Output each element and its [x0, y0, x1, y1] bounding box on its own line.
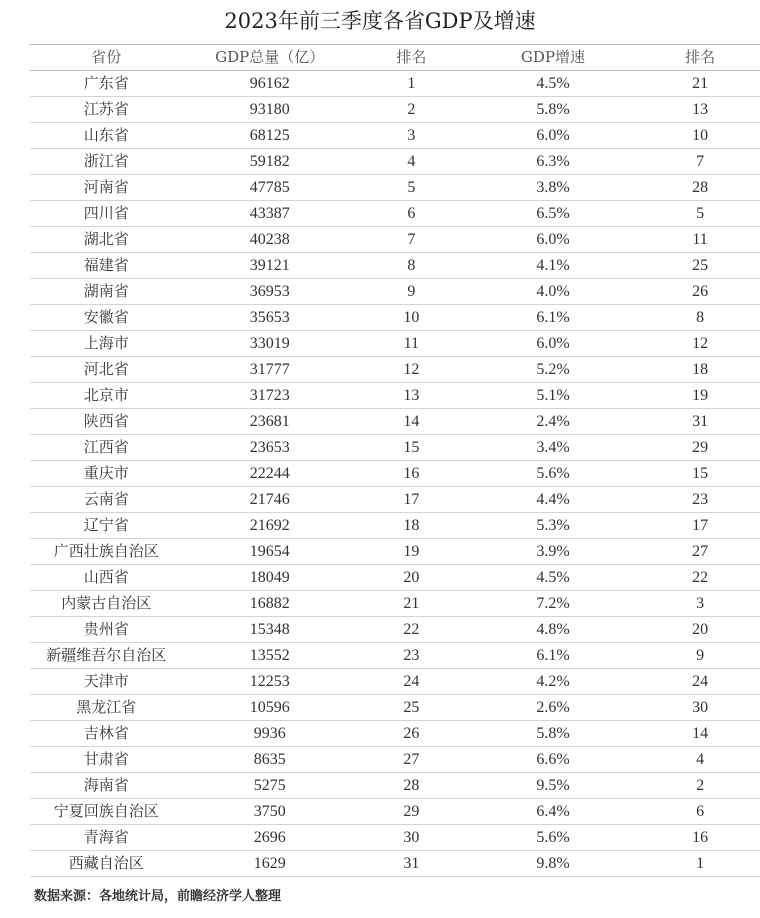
table-row [30, 825, 760, 851]
table-row [30, 227, 760, 253]
province-cell: 西藏自治区 [30, 851, 183, 877]
header-gdp-rank: 排名 [357, 45, 466, 71]
table-row [30, 669, 760, 695]
table-row [30, 565, 760, 591]
gdp-total-cell: 18049 [183, 565, 357, 591]
gdp-total-cell: 23681 [183, 409, 357, 435]
gdp-growth-cell: 6.5% [466, 201, 640, 227]
gdp-rank-cell: 28 [357, 773, 466, 799]
gdp-rank-cell: 29 [357, 799, 466, 825]
gdp-rank-cell: 24 [357, 669, 466, 695]
growth-rank-cell: 31 [640, 409, 760, 435]
growth-rank-cell: 28 [640, 175, 760, 201]
growth-rank-cell: 17 [640, 513, 760, 539]
gdp-rank-cell: 15 [357, 435, 466, 461]
gdp-growth-cell: 2.6% [466, 695, 640, 721]
province-cell: 湖北省 [30, 227, 183, 253]
table-header [30, 45, 760, 71]
table-row [30, 851, 760, 877]
gdp-growth-cell: 6.0% [466, 331, 640, 357]
province-cell: 上海市 [30, 331, 183, 357]
gdp-rank-cell: 10 [357, 305, 466, 331]
gdp-rank-cell: 18 [357, 513, 466, 539]
table-row [30, 721, 760, 747]
gdp-total-cell: 23653 [183, 435, 357, 461]
province-cell: 青海省 [30, 825, 183, 851]
gdp-total-cell: 31723 [183, 383, 357, 409]
table-row [30, 461, 760, 487]
gdp-total-cell: 68125 [183, 123, 357, 149]
table-row [30, 747, 760, 773]
table-row [30, 643, 760, 669]
gdp-total-cell: 19654 [183, 539, 357, 565]
province-cell: 贵州省 [30, 617, 183, 643]
growth-rank-cell: 21 [640, 71, 760, 97]
province-cell: 辽宁省 [30, 513, 183, 539]
gdp-total-cell: 1629 [183, 851, 357, 877]
province-cell: 甘肃省 [30, 747, 183, 773]
gdp-total-cell: 13552 [183, 643, 357, 669]
gdp-growth-cell: 4.4% [466, 487, 640, 513]
growth-rank-cell: 22 [640, 565, 760, 591]
table-row [30, 617, 760, 643]
province-cell: 陕西省 [30, 409, 183, 435]
province-cell: 广西壮族自治区 [30, 539, 183, 565]
province-cell: 河南省 [30, 175, 183, 201]
province-cell: 黑龙江省 [30, 695, 183, 721]
province-cell: 吉林省 [30, 721, 183, 747]
gdp-rank-cell: 20 [357, 565, 466, 591]
gdp-rank-cell: 27 [357, 747, 466, 773]
gdp-total-cell: 33019 [183, 331, 357, 357]
table-row [30, 591, 760, 617]
table-row [30, 123, 760, 149]
province-cell: 宁夏回族自治区 [30, 799, 183, 825]
table-body [30, 71, 760, 877]
gdp-total-cell: 47785 [183, 175, 357, 201]
province-cell: 云南省 [30, 487, 183, 513]
gdp-rank-cell: 14 [357, 409, 466, 435]
growth-rank-cell: 3 [640, 591, 760, 617]
table-row [30, 513, 760, 539]
gdp-rank-cell: 8 [357, 253, 466, 279]
province-cell: 广东省 [30, 71, 183, 97]
table-row [30, 97, 760, 123]
province-cell: 内蒙古自治区 [30, 591, 183, 617]
gdp-growth-cell: 6.4% [466, 799, 640, 825]
gdp-total-cell: 22244 [183, 461, 357, 487]
gdp-growth-cell: 4.5% [466, 565, 640, 591]
gdp-rank-cell: 25 [357, 695, 466, 721]
gdp-growth-cell: 6.1% [466, 305, 640, 331]
gdp-total-cell: 35653 [183, 305, 357, 331]
growth-rank-cell: 16 [640, 825, 760, 851]
source-note: 数据来源：各地统计局，前瞻经济学人整理 [34, 889, 282, 904]
gdp-growth-cell: 6.1% [466, 643, 640, 669]
gdp-total-cell: 3750 [183, 799, 357, 825]
gdp-total-cell: 59182 [183, 149, 357, 175]
growth-rank-cell: 25 [640, 253, 760, 279]
table-row [30, 357, 760, 383]
gdp-rank-cell: 9 [357, 279, 466, 305]
table-row [30, 695, 760, 721]
table-row [30, 149, 760, 175]
table-row [30, 799, 760, 825]
province-cell: 新疆维吾尔自治区 [30, 643, 183, 669]
gdp-rank-cell: 13 [357, 383, 466, 409]
gdp-rank-cell: 23 [357, 643, 466, 669]
gdp-growth-cell: 5.3% [466, 513, 640, 539]
growth-rank-cell: 7 [640, 149, 760, 175]
gdp-growth-cell: 4.5% [466, 71, 640, 97]
gdp-growth-cell: 9.8% [466, 851, 640, 877]
table-row [30, 305, 760, 331]
growth-rank-cell: 27 [640, 539, 760, 565]
header-row [30, 45, 760, 71]
growth-rank-cell: 26 [640, 279, 760, 305]
province-cell: 江西省 [30, 435, 183, 461]
table-row [30, 71, 760, 97]
table-row [30, 383, 760, 409]
province-cell: 安徽省 [30, 305, 183, 331]
gdp-growth-cell: 5.2% [466, 357, 640, 383]
gdp-rank-cell: 30 [357, 825, 466, 851]
gdp-rank-cell: 5 [357, 175, 466, 201]
gdp-total-cell: 43387 [183, 201, 357, 227]
gdp-growth-cell: 5.1% [466, 383, 640, 409]
growth-rank-cell: 12 [640, 331, 760, 357]
province-cell: 山西省 [30, 565, 183, 591]
growth-rank-cell: 9 [640, 643, 760, 669]
header-growth-rank: 排名 [640, 45, 760, 71]
growth-rank-cell: 5 [640, 201, 760, 227]
gdp-rank-cell: 21 [357, 591, 466, 617]
gdp-total-cell: 31777 [183, 357, 357, 383]
gdp-growth-cell: 6.0% [466, 123, 640, 149]
province-cell: 重庆市 [30, 461, 183, 487]
province-cell: 福建省 [30, 253, 183, 279]
gdp-growth-cell: 5.6% [466, 825, 640, 851]
gdp-total-cell: 36953 [183, 279, 357, 305]
gdp-total-cell: 40238 [183, 227, 357, 253]
growth-rank-cell: 6 [640, 799, 760, 825]
growth-rank-cell: 11 [640, 227, 760, 253]
growth-rank-cell: 13 [640, 97, 760, 123]
table-row [30, 201, 760, 227]
growth-rank-cell: 24 [640, 669, 760, 695]
province-cell: 四川省 [30, 201, 183, 227]
gdp-rank-cell: 1 [357, 71, 466, 97]
gdp-rank-cell: 4 [357, 149, 466, 175]
gdp-rank-cell: 22 [357, 617, 466, 643]
table-row [30, 331, 760, 357]
growth-rank-cell: 10 [640, 123, 760, 149]
gdp-growth-cell: 6.6% [466, 747, 640, 773]
gdp-total-cell: 93180 [183, 97, 357, 123]
header-gdp-growth: GDP增速 [466, 45, 640, 71]
table-row [30, 175, 760, 201]
gdp-rank-cell: 2 [357, 97, 466, 123]
gdp-total-cell: 9936 [183, 721, 357, 747]
growth-rank-cell: 8 [640, 305, 760, 331]
growth-rank-cell: 15 [640, 461, 760, 487]
gdp-total-cell: 21692 [183, 513, 357, 539]
header-gdp-total: GDP总量（亿） [183, 45, 357, 71]
table-title: 2023年前三季度各省GDP及增速 [224, 9, 536, 33]
province-cell: 河北省 [30, 357, 183, 383]
gdp-growth-cell: 4.1% [466, 253, 640, 279]
table-row [30, 279, 760, 305]
province-cell: 海南省 [30, 773, 183, 799]
gdp-growth-cell: 3.9% [466, 539, 640, 565]
gdp-rank-cell: 16 [357, 461, 466, 487]
table-row [30, 487, 760, 513]
gdp-total-cell: 12253 [183, 669, 357, 695]
gdp-growth-cell: 2.4% [466, 409, 640, 435]
gdp-growth-cell: 5.6% [466, 461, 640, 487]
table-row [30, 253, 760, 279]
gdp-growth-cell: 5.8% [466, 721, 640, 747]
gdp-total-cell: 96162 [183, 71, 357, 97]
gdp-growth-cell: 7.2% [466, 591, 640, 617]
growth-rank-cell: 4 [640, 747, 760, 773]
gdp-total-cell: 16882 [183, 591, 357, 617]
growth-rank-cell: 2 [640, 773, 760, 799]
gdp-rank-cell: 12 [357, 357, 466, 383]
growth-rank-cell: 20 [640, 617, 760, 643]
gdp-total-cell: 8635 [183, 747, 357, 773]
gdp-rank-cell: 17 [357, 487, 466, 513]
gdp-growth-cell: 4.0% [466, 279, 640, 305]
gdp-growth-cell: 3.8% [466, 175, 640, 201]
gdp-growth-cell: 6.3% [466, 149, 640, 175]
gdp-total-cell: 39121 [183, 253, 357, 279]
gdp-table [30, 44, 760, 877]
province-cell: 江苏省 [30, 97, 183, 123]
gdp-total-cell: 21746 [183, 487, 357, 513]
province-cell: 山东省 [30, 123, 183, 149]
gdp-total-cell: 15348 [183, 617, 357, 643]
gdp-rank-cell: 11 [357, 331, 466, 357]
gdp-growth-cell: 6.0% [466, 227, 640, 253]
gdp-growth-cell: 3.4% [466, 435, 640, 461]
growth-rank-cell: 14 [640, 721, 760, 747]
header-province: 省份 [30, 45, 183, 71]
gdp-growth-cell: 4.2% [466, 669, 640, 695]
gdp-total-cell: 5275 [183, 773, 357, 799]
gdp-growth-cell: 4.8% [466, 617, 640, 643]
growth-rank-cell: 23 [640, 487, 760, 513]
table-row [30, 773, 760, 799]
gdp-rank-cell: 7 [357, 227, 466, 253]
gdp-rank-cell: 19 [357, 539, 466, 565]
gdp-rank-cell: 31 [357, 851, 466, 877]
table-row [30, 409, 760, 435]
growth-rank-cell: 1 [640, 851, 760, 877]
province-cell: 天津市 [30, 669, 183, 695]
gdp-rank-cell: 3 [357, 123, 466, 149]
growth-rank-cell: 30 [640, 695, 760, 721]
province-cell: 浙江省 [30, 149, 183, 175]
gdp-growth-cell: 9.5% [466, 773, 640, 799]
province-cell: 湖南省 [30, 279, 183, 305]
growth-rank-cell: 29 [640, 435, 760, 461]
table-row [30, 435, 760, 461]
gdp-rank-cell: 26 [357, 721, 466, 747]
table-row [30, 539, 760, 565]
growth-rank-cell: 18 [640, 357, 760, 383]
gdp-rank-cell: 6 [357, 201, 466, 227]
gdp-total-cell: 2696 [183, 825, 357, 851]
gdp-growth-cell: 5.8% [466, 97, 640, 123]
province-cell: 北京市 [30, 383, 183, 409]
gdp-total-cell: 10596 [183, 695, 357, 721]
growth-rank-cell: 19 [640, 383, 760, 409]
